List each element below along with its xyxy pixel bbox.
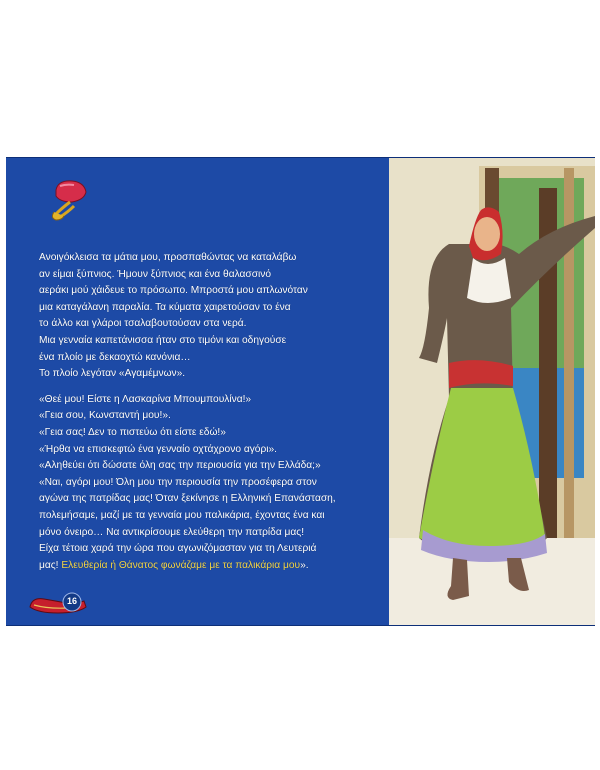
last-line-end: ».	[300, 559, 309, 571]
text-line: Μια γενναία καπετάνισσα ήταν στο τιμόνι και οδηγούσε	[39, 334, 287, 346]
text-line: «Θεέ μου! Είστε η Λασκαρίνα Μπουμπουλίνα!»	[39, 393, 252, 405]
text-line: «Γεια σου, Κωνσταντή μου!».	[39, 410, 171, 422]
text-line: το άλλο και γλάροι τσαλαβουτούσαν στα νερά.	[39, 318, 247, 330]
bouboulina-illustration	[389, 158, 595, 625]
text-line: «Αληθεύει ότι δώσατε όλη σας την περιουσία για την Ελλάδα;»	[39, 460, 321, 472]
story-text	[39, 250, 399, 574]
last-line-start: μας!	[39, 559, 62, 571]
text-line: αεράκι μού χάιδευε το πρόσωπο. Μπροστά μου απλωνόταν	[39, 285, 308, 297]
text-line: ένα πλοίο με δεκαοχτώ κανόνια…	[39, 351, 191, 363]
text-line: μόνο όνειρο… Να αντικρίσουμε ελεύθερη την πατρίδα μας!	[39, 526, 305, 538]
red-fez-hat-icon	[46, 176, 92, 222]
text-line: μια καταγάλανη παραλία. Τα κύματα χαιρετούσαν το ένα	[39, 301, 291, 313]
highlight-slogan: Ελευθερία ή Θάνατος φωνάζαμε με τα παλικάρια μου	[61, 559, 301, 571]
text-line: Το πλοίο λεγόταν «Αγαμέμνων».	[39, 368, 186, 380]
text-line: Είχα τέτοια χαρά την ώρα που αγωνιζόμασταν για τη Λευτεριά	[39, 543, 317, 555]
text-line: πολεμήσαμε, μαζί με τα γενναία μου παλικάρια, έχοντας ένα και	[39, 509, 325, 521]
text-line: Ανοιγόκλεισα τα μάτια μου, προσπαθώντας να καταλάβω	[39, 252, 297, 263]
text-line-last	[39, 558, 399, 575]
storybook-page	[6, 157, 595, 626]
text-line: αν είμαι ξύπνιος. Ήμουν ξύπνιος και ένα θαλασσινό	[39, 268, 272, 280]
dialogue-paragraph	[39, 392, 399, 575]
text-line: «Γεια σας! Δεν το πιστεύω ότι είστε εδώ!»	[39, 426, 226, 438]
text-line: αγώνα της πατρίδας μας! Όταν ξεκίνησε η Ελληνική Επανάσταση,	[39, 493, 336, 505]
page-number: 16	[66, 596, 77, 606]
text-line: «Ήρθα να επισκεφτώ ένα γενναίο οχτάχρονο αγόρι».	[39, 443, 278, 455]
narrative-paragraph	[39, 250, 399, 383]
text-line: «Ναι, αγόρι μου! Όλη μου την περιουσία την προσέφερα στον	[39, 476, 317, 488]
